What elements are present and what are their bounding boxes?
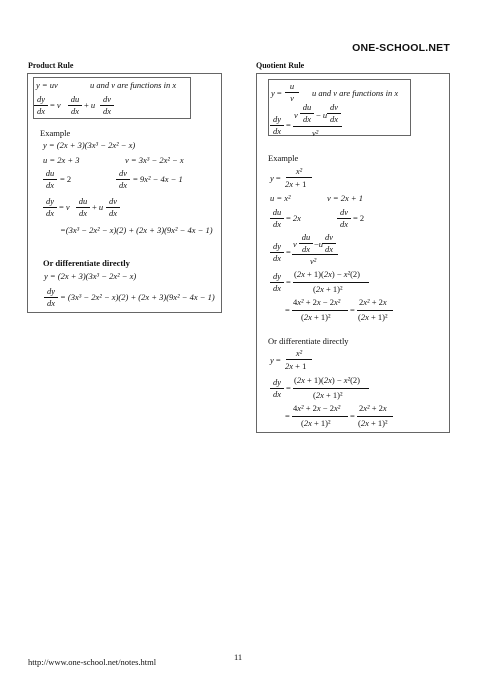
pr-def-note: u and v are functions in x — [90, 80, 177, 90]
qr-direct-label: Or differentiate directly — [268, 336, 349, 346]
pr-def-plus-u: + u — [84, 100, 96, 110]
qr-ex-v: v = 2x + 1 — [327, 193, 364, 203]
pr-direct-y: y = (2x + 3)(3x³ − 2x² − x) — [44, 271, 137, 281]
quotient-rule-title: Quotient Rule — [256, 61, 305, 70]
pr-def-y: y = uv — [36, 80, 58, 90]
qr-example-label: Example — [268, 153, 299, 163]
pr-example-label: Example — [40, 128, 71, 138]
pr-direct-result: = (3x³ − 2x² − x)(2) + (2x + 3)(9x² − 4x − 1) — [60, 292, 215, 302]
pr-direct-label: Or differentiate directly — [43, 258, 130, 268]
footer-url-link[interactable]: http://www.one-school.net/notes.html — [28, 657, 157, 667]
qr-def-note: u and v are functions in x — [312, 88, 399, 98]
pr-ex-result: =(3x³ − 2x² − x)(2) + (2x + 3)(9x² − 4x − 1) — [60, 225, 213, 235]
qr-ex-u: u = x² — [270, 193, 291, 203]
pr-ex-y: y = (2x + 3)(3x³ − 2x² − x) — [43, 140, 136, 150]
pr-def-dudx: du dx — [68, 95, 82, 115]
pr-ex-u: u = 2x + 3 — [43, 155, 80, 165]
pr-def-dvdx: dv dx — [100, 95, 114, 115]
pr-def-eq-v: = v — [50, 100, 61, 110]
site-brand: ONE-SCHOOL.NET — [352, 42, 450, 54]
product-rule-title: Product Rule — [28, 61, 74, 70]
pr-ex-v: v = 3x³ − 2x² − x — [125, 155, 184, 165]
pr-def-dydx: dy dx — [34, 95, 48, 115]
page-number: 11 — [234, 652, 243, 662]
